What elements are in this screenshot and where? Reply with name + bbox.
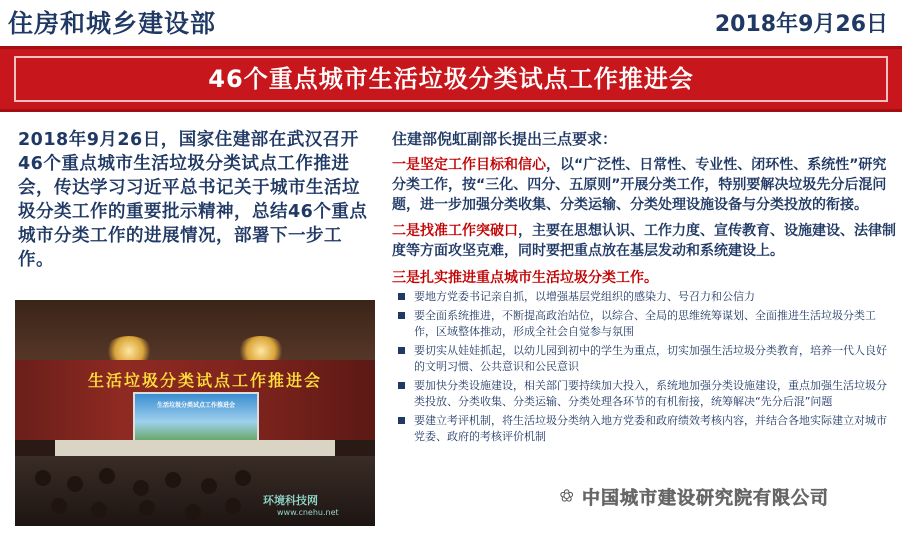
list-item: 要加快分类设施建设，相关部门要持续加大投入，系统地加强分类设施建设，重点加强生活垃圾分类投放、分类收集、分类运输、分类处理各环节的有机衔接，统筹解决“先分后混”问题	[394, 378, 896, 410]
requirement-1-body: ，以“广泛性、日常性、专业性、闭环性、系统性”研究分类工作，按“三化、四分、五原则”开展分类工作，特别要解决垃圾先分后混问题，进一步加强分类收集、分类运输、分类处理设施设备与分类投放的衔接。	[392, 157, 887, 213]
header-date: 2018年9月26日	[714, 12, 888, 37]
screen-text: 生活垃圾分类试点工作推进会	[156, 402, 235, 409]
audience-head	[35, 470, 51, 486]
audience-head	[91, 502, 107, 518]
banner-title: 46个重点城市生活垃圾分类试点工作推进会	[208, 65, 694, 93]
audience-head	[165, 472, 181, 488]
summary-paragraph: 2018年9月26日，国家住建部在武汉召开46个重点城市生活垃圾分类试点工作推进会，传达学习习近平总书记关于城市生活垃圾分类工作的重要批示精神，总结46个重点城市分类工作的进展情况，部署下一步工作。	[18, 130, 368, 270]
audience-head	[139, 500, 155, 516]
stage-screen	[133, 392, 259, 442]
requirement-2-title: 二是找准工作突破口	[392, 223, 518, 239]
wechat-icon: ✿	[560, 486, 574, 505]
square-bullet-icon	[398, 417, 405, 424]
list-item: 要地方党委书记亲自抓，以增强基层党组织的感染力、号召力和公信力	[394, 289, 896, 305]
requirement-2-body: ，主要在思想认识、工作力度、宣传教育、设施建设、法律制度等方面攻坚克难，同时要把重点放在基层发动和系统建设上。	[392, 223, 896, 259]
square-bullet-icon	[398, 347, 405, 354]
requirement-3-title: 三是扎实推进重点城市生活垃圾分类工作。	[392, 270, 658, 286]
stage-banner: 生活垃圾分类试点工作推进会	[87, 371, 322, 390]
requirement-1	[392, 155, 896, 215]
requirement-1-title: 一是坚定工作目标和信心	[392, 157, 546, 173]
podium-table	[55, 440, 335, 456]
square-bullet-icon	[398, 312, 405, 319]
photo-watermark-url: www.cnehu.net	[277, 508, 339, 517]
meeting-photo	[15, 300, 375, 526]
square-bullet-icon	[398, 382, 405, 389]
requirements-heading: 住建部倪虹副部长提出三点要求：	[392, 130, 618, 148]
ministry-title: 住房和城乡建设部	[8, 9, 217, 38]
list-item: 要全面系统推进，不断提高政治站位，以综合、全局的思维统筹谋划、全面推进生活垃圾分类工作，区域整体推动，形成全社会自觉参与氛围	[394, 308, 896, 340]
photo-watermark: 环境科技网	[263, 494, 318, 507]
audience-head	[185, 504, 201, 520]
requirement-3-list	[394, 289, 896, 445]
audience-head	[225, 498, 241, 514]
list-item: 要切实从娃娃抓起，以幼儿园到初中的学生为重点，切实加强生活垃圾分类教育，培养一代人良好的文明习惯、公共意识和公民意识	[394, 343, 896, 375]
audience-head	[51, 498, 67, 514]
header	[0, 0, 902, 44]
title-banner	[0, 46, 902, 112]
audience-head	[67, 476, 83, 492]
square-bullet-icon	[398, 293, 405, 300]
audience-head	[99, 468, 115, 484]
requirement-2	[392, 221, 896, 261]
source-watermark	[560, 482, 890, 512]
audience-head	[235, 470, 251, 486]
audience-head	[133, 480, 149, 496]
audience-head	[201, 478, 217, 494]
list-item: 要建立考评机制，将生活垃圾分类纳入地方党委和政府绩效考核内容，并结合各地实际建立对城市党委、政府的考核评价机制	[394, 413, 896, 445]
requirements-section	[392, 128, 896, 448]
source-watermark-text: 中国城市建设研究院有限公司	[582, 488, 829, 509]
